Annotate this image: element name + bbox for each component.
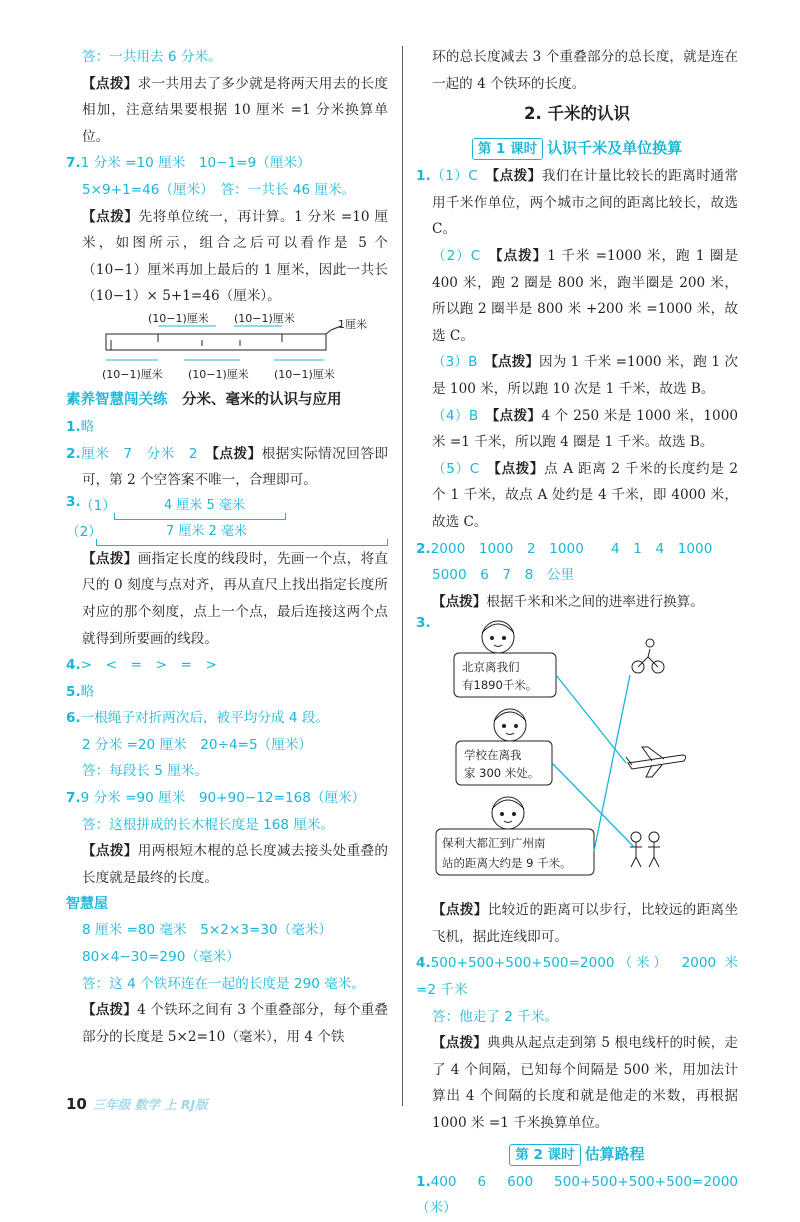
hint-text: 点 A 距离 2 千米的长度约是 2 个 1 千米，故点 A 处约是 4 千米，即 4000 米，故选 C。	[432, 460, 739, 530]
page-number: 10	[66, 1095, 87, 1113]
question-number: 2.	[66, 445, 81, 462]
lesson-heading-1	[416, 135, 738, 161]
answer-text: 400 6 600 500+500+500+500=2000（米）	[416, 1173, 738, 1217]
answer-text: 厘米 7 分米 2	[80, 445, 198, 462]
question-4	[416, 950, 738, 1003]
hint-tag: 【点拨】	[212, 445, 262, 462]
question-number: 5.	[66, 683, 81, 700]
hint-text: 因为 1 千米 =1000 米，跑 1 次是 100 米，所以跑 10 次是 1 千米，故选 B。	[432, 354, 739, 397]
question-2	[416, 536, 738, 563]
hint-text: 我们在计量比较长的距离时通常用千米作单位，两个城市之间的距离比较长，故选 C。	[432, 168, 739, 238]
hint-text: 典典从起点走到第 5 根电线杆的时候，走了 4 个间隔，已知每个间隔是 500 米，用加法计算出 4 个间隔的长度和就是他走的米数，再根据 1000 米 =1 千米换算单位。	[432, 1035, 738, 1132]
hint-text: 1 千米 =1000 米，跑 1 圈是 400 米，跑 2 圈是 800 米，跑半圈是 200 米，所以跑 2 圈半是 800 米 +200 米 =1000 米，故选 C。	[432, 247, 739, 344]
hint-tag: 【点拨】	[495, 247, 548, 264]
matching-lines	[552, 675, 634, 851]
answer-line: 5×9+1=46（厘米） 答：一共长 46 厘米。	[82, 181, 356, 198]
hint-continuation: 环的总长度减去 3 个重叠部分的总长度，就是连在一起的 4 个铁环的长度。	[432, 49, 738, 92]
question-number: 1.	[66, 418, 81, 435]
question-number: 4.	[66, 657, 81, 674]
segment-line	[96, 539, 388, 546]
hint-text: 先将单位统一，再计算。1 分米 =10 厘米，如图所示，组合之后可以看作是 5 个（10−1）厘米再加上最后的 1 厘米，因此一共长（10−1）× 5+1=46（厘米）。	[82, 208, 388, 305]
fig-top-label-1: (10−1)厘米	[148, 311, 209, 325]
child-face-icon	[492, 797, 524, 829]
question-number: 3.	[416, 615, 431, 632]
segment-label: 4 厘米 5 毫米	[164, 497, 245, 513]
section-heading-title: 分米、毫米的认识与应用	[182, 391, 342, 408]
question-number: 7.	[66, 155, 81, 172]
answer-text: （2）C	[432, 247, 481, 264]
question-number: 1.	[416, 1173, 431, 1190]
answer-text: （4）B	[432, 407, 479, 424]
lesson-tag: 第 2 课时	[509, 1144, 580, 1166]
hint-paragraph	[66, 997, 388, 1050]
bubble-text: 家 300 米处。	[464, 766, 540, 781]
section-heading-colored: 素养智慧闯关练	[66, 391, 168, 408]
hint-tag: 【点拨】	[492, 407, 542, 424]
hint-text: 4 个铁环之间有 3 个重叠部分，每个重叠部分的长度是 5×2=10（毫米），用 4 个铁	[82, 1002, 388, 1045]
hint-tag: 【点拨】	[432, 902, 488, 919]
sub-answer	[416, 243, 738, 349]
question-number: 3.	[66, 493, 81, 510]
hint-tag: 【点拨】	[82, 208, 139, 225]
fig-bottom-label-2: (10−1)厘米	[188, 367, 249, 381]
child-face-icon	[482, 621, 514, 653]
answer-line: 5000 6 7 8 公里	[432, 567, 575, 584]
answer-text: （3）B	[432, 354, 478, 371]
answer-line: 答：他走了 2 千米。	[432, 1008, 559, 1025]
lesson2-question-1	[416, 1169, 738, 1222]
ruler-segment-figure	[66, 312, 388, 384]
answer-text: 1 分米 =10 厘米 10−1=9（厘米）	[80, 155, 311, 172]
fig-top-label-2: (10−1)厘米	[234, 311, 295, 325]
question-1	[416, 163, 738, 243]
hint-paragraph	[416, 589, 738, 616]
speech-bubble-2	[456, 741, 552, 785]
child-face-icon	[494, 709, 526, 741]
bubble-text: 站的距离大约是 9 千米。	[442, 856, 572, 871]
left-column	[66, 44, 388, 1050]
hint-text: 4 个 250 米是 1000 米，1000 米 =1 千米，所以跑 4 圈是 1 千米。故选 B。	[432, 407, 739, 451]
hint-tag: 【点拨】	[82, 550, 138, 567]
question-2	[66, 441, 388, 494]
bubble-text: 有1890千米。	[462, 678, 538, 693]
fig-bottom-label-1: (10−1)厘米	[102, 367, 163, 381]
sub-question-label: （1）	[80, 497, 116, 514]
hint-tag: 【点拨】	[492, 168, 542, 185]
question-4	[66, 652, 388, 679]
hint-tag: 【点拨】	[491, 354, 540, 371]
answer-line: 80×4−30=290（毫米）	[82, 949, 240, 966]
answer-text: （5）C	[432, 460, 480, 477]
matching-figure	[416, 615, 738, 897]
airplane-icon	[626, 747, 686, 777]
chapter-title: 2. 千米的认识	[524, 104, 630, 124]
hint-tag: 【点拨】	[494, 460, 545, 477]
wisdom-house-heading: 智慧屋	[66, 896, 108, 913]
lesson-heading-2	[416, 1141, 738, 1167]
book-brand: 三年级 数学 上 RJ版	[92, 1097, 208, 1112]
hint-text: 根据实际情况回答即可，第 2 个空答案不唯一，合理即可。	[82, 445, 389, 489]
hint-paragraph	[416, 1030, 738, 1136]
hint-text: 画指定长度的线段时，先画一个点，将直尺的 0 刻度与点对齐，再从直尺上找出指定长度所对应的那个刻度，点上一个点，最后连接这两个点就得到所要画的线段。	[82, 550, 389, 647]
question-3-segment-2	[66, 520, 388, 546]
sub-answer	[416, 403, 738, 456]
hint-tag: 【点拨】	[432, 1035, 487, 1052]
answer-text: > < = > = >	[80, 657, 217, 674]
match-line-1	[556, 675, 626, 763]
hint-text: 比较近的距离可以步行，比较远的距离坐飞机，据此连线即可。	[432, 902, 739, 945]
hint-tag: 【点拨】	[82, 75, 138, 92]
sub-answer	[416, 349, 738, 402]
answer-line: 答：每段长 5 厘米。	[82, 763, 209, 780]
question-3-segment-1	[66, 494, 388, 520]
bubble-text: 学校在离我	[464, 748, 522, 763]
question-1	[66, 414, 388, 441]
question-5	[66, 679, 388, 706]
hint-tag: 【点拨】	[82, 1002, 138, 1019]
segment-line	[114, 513, 286, 520]
speech-bubble-1	[454, 653, 556, 697]
hint-text: 求一共用去了多少就是将两天用去的长度相加，注意结果要根据 10 厘米 =1 分米换算单位。	[82, 75, 389, 145]
answer-line: 答：这 4 个铁环连在一起的长度是 290 毫米。	[82, 975, 365, 992]
bubble-text: 保利大都汇到广州南	[442, 836, 546, 851]
question-number: 2.	[416, 540, 431, 557]
page-footer	[66, 1094, 208, 1113]
segment-label: 7 厘米 2 毫米	[166, 523, 247, 539]
answer-text: （1）C	[430, 168, 478, 185]
answer-line: 答：一共用去 6 分米。	[82, 49, 222, 65]
answer-line: 8 厘米 =80 毫米 5×2×3=30（毫米）	[82, 922, 333, 939]
answer-text: 2000 1000 2 1000 4 1 4 1000	[430, 540, 713, 557]
question-7	[66, 150, 388, 177]
question-number: 6.	[66, 710, 81, 727]
question-number: 4.	[416, 955, 431, 972]
hint-tag: 【点拨】	[82, 843, 138, 860]
walking-children-icon	[630, 832, 660, 867]
question-7b	[66, 785, 388, 812]
answer-text: 一根绳子对折两次后，被平均分成 4 段。	[80, 710, 330, 727]
answer-text: 略	[80, 683, 95, 700]
lesson-tag: 第 1 课时	[472, 138, 543, 160]
hint-paragraph	[66, 204, 388, 310]
hint-paragraph	[66, 546, 388, 652]
sub-answer	[416, 456, 738, 536]
hint-tag: 【点拨】	[432, 593, 487, 610]
hint-paragraph	[66, 71, 388, 151]
cyclist-icon	[632, 639, 664, 673]
hint-paragraph	[416, 897, 738, 950]
lesson-title: 认识千米及单位换算	[547, 139, 683, 158]
column-divider	[402, 46, 403, 1106]
hint-text: 根据千米和米之间的进率进行换算。	[486, 593, 704, 610]
question-3-matching	[416, 615, 738, 897]
answer-line: 2 分米 =20 厘米 20÷4=5（厘米）	[82, 736, 313, 753]
fig-bottom-label-3: (10−1)厘米	[274, 367, 335, 381]
bubble-text: 北京离我们	[462, 660, 520, 675]
sub-question-label: （2）	[66, 523, 102, 540]
speech-bubble-3	[436, 829, 594, 875]
section-heading	[66, 386, 388, 414]
right-column	[416, 44, 738, 1222]
lesson-title: 估算路程	[584, 1144, 645, 1163]
hint-text: 用两根短木棍的总长度减去接头处重叠的长度就是最终的长度。	[82, 843, 389, 886]
question-6	[66, 705, 388, 732]
fig-right-label: 1厘米	[338, 317, 367, 331]
stick-bar	[106, 334, 326, 350]
answer-text: 500+500+500+500=2000（米） 2000 米 =2 千米	[416, 955, 738, 999]
answer-text: 略	[80, 418, 95, 435]
answer-line: 答：这根拼成的长木棍长度是 168 厘米。	[82, 816, 335, 833]
question-number: 7.	[66, 790, 81, 807]
hint-paragraph	[66, 838, 388, 891]
answer-text: 9 分米 =90 厘米 90+90−12=168（厘米）	[80, 790, 366, 807]
question-number: 1.	[416, 168, 431, 185]
